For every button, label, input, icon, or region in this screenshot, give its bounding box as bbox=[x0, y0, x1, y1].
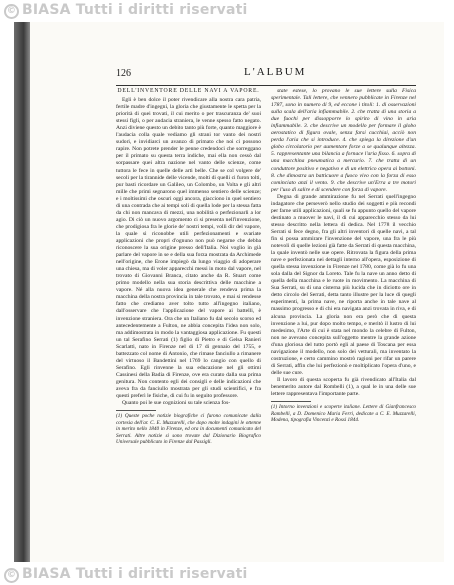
left-column bbox=[116, 88, 261, 543]
footnote: (1) Intorno invenzioni e scoperte italiane. Lettere di Gianfrancesco Rambelli, a D. Domenico Maria Ferri, dedicate a C. E. Muzzarelli, Modena, tipografia Vincenzi e Rossi 1844. bbox=[271, 404, 416, 424]
copyright-icon: © bbox=[4, 4, 19, 19]
paragraph: Egli è ben dolce il poter rivendicare alla nostra cara patria, fertile madre d'ingegni, la gloria che giustamente le spetta per la priorità di quei trovati, il cui merito o per trascuranza de' suoi stessi figli, o per audacia straniera, le venne spesso fatto negato. Anzi diviene questo un debito tanto più forte, quanto maggiore è l'audacia colla quale vediamo gli strani tor vanto dei nostri sudori, e invidiarci un avanzo di primato che noi ci possono rapire. Non potrete prender le penne credendoci che sorreggano per il primato su questa terra indiche, mai ella non cessò dal sorpassare quei altra nazione nel vanto delle scienze, come tuttora le fece in quelle delle arti belle. Che se col volgere de' secoli per la tirannide delle vicende, molti di quelli ci furon tolti, pur basti ricordare un Galileo, un Colombo, un Volta e gli altri mille che primi segnarono quel immenso sentiero delle scienze; e i moltissimi che oscuri oggi ancora, giacciono in quel sentiero di una contrada che ai tempi soli di quella lode per la stessa fatta da chi non mancava di mezzi, una nobilità o perfezionarli a lor agio. Di ciò un nuovo argomento ci si presenta nell'invenzione, che prodigiosa fra le glorie de' nostri tempi, volli dir del vapore, la quale sì riconobbe utili perfezionamenti e svariate applicazioni che propri d'ognuno non può negarne che debba riconoscere la sua origine presso dell'Italia. Noi voglio in già parlare del vapore in se e della sua forza mostrata da Archimede nell'origine, che Erone impiegò da lungo viaggio di adoperare una chiesa, ma di voler apparecchi messi in moto dal vapore, nel trovato di Giovanni Branca, citato anche da R. Stuart come primo modello nella sua storia descrittiva delle macchine a vapore. Né alla nuova idea generale che rendeva prima la macchina della nostra provincia in tale trovato, e mai si rendesse fatto che crediamo aver tolto tutto all'ingegno italiano, dall'osservare che l'applicazione del vapore ai battelli, è invenzione straniera. Ora che un Italiano fu dal secolo scorso ed antecedentemente a Fulton, ne abbia concepita l'idea non solo, ma addimostrata in modo la vantaggiosa applicazione. Fu questi un tal Serafino Serrati (1) figlio di Pietro e di Gelsa Ranieri Scarlatti, nato in Firenze nel di 17 di gennaio del 1755, e battezzato col nome di Antonio, che rimase fanciullo a rimanere del virtuoso il Bandettini nel 1769 lo cangio con quello di Serafino. Egli rinvenne la sua educazione nel gli ottimi Cassinesi della Badia di Firenze, ove era curato dalla sua prima genitura. Non contento egli dei consigli e delle indicazioni che aveva fra da fanciullo mostrata per gli studi scientifici, e fra questi preferì le fisiche, di cui fu in seguito professore. bbox=[116, 97, 261, 400]
footnote: (1) Queste poche notizie biografiche ci furono comunicate dalla cortesia dell'ar. C. E. Muzzarelli, che dopo molte indagini le ottenne in merito nello 1840 in Firenze, ed ora in documenti comunicato del Serrati. Altre notizie si sono trovate dal Dizionario Biografico Universale pubblicato in Firenze dal Passigli. bbox=[116, 413, 261, 446]
footnote-rule bbox=[271, 401, 311, 402]
right-column bbox=[271, 88, 416, 543]
watermark-text: BIASA Tutti i diritti riservati bbox=[22, 566, 248, 582]
paragraph: Quanto poi le sue cognizioni su tale scienza fos- bbox=[122, 400, 231, 407]
paragraph: Il lavoro di questa scoperta fu già rivendicato all'Italia dal benemerito autore dal Rombelli (1), a qual le in una delle sue lettere rappresentava l'importante parte. bbox=[271, 376, 416, 398]
page-header bbox=[116, 68, 416, 86]
paragraph: state estese, lo provano le sue lettere sulla Fisica sperimentale. Tali lettere, che vennero pubblicate in Firenze nel 1787, sono in numero di 9, ed eccone i titoli: 1. di osservazioni sulla scala dell'aria infiammabile. 2. che tratta di una storia a due fuochi per dissopporre lo spirito di vino in aria infiammabile. 3. che descrive un modello per formare il globo aerostatico di figura ovale, senza farsi cucchiai, acciò non perda l'aria che si introduce. 4. che spiega la direzione d'un globo circolatorio per aumentare forze a se qualunque altezza. 5. rappresentante una bilancia a fornace l'aria fisso. 6. sopra di una macchina pneumatica a mercurio. 7. che tratta di un conduttore positivo e negativo e di un elettrico opera ai bottoni. 8. che dimostra un batticuore a fuoco vivo con la forza di esso cominciato anzi il vento. 9. che descrive un'Erra a tre motori per l'uso di salire e di scendere con forza di vapore. bbox=[271, 88, 416, 193]
article-body bbox=[116, 88, 416, 543]
paragraph: Degna di grande ammirazione fu nel Serrati quell'ingegno indagatore che perseverò nello studio dei soggetti e più recondi per farne utili applicazioni, quali se fu appunto quello del vapore destinato a muover le navi, il di cui apparecchio stesso da lui stesso descritto nella lettera di dedica. Nel 1778 il vecchio Serrati si fece degno, fra gli altri inventori di quelle navi, a tal fin si possa ammirare l'invenzione del vapore, una fra le più notevoli di quelle lezioni già fatte da Serrati di questa macchina, la quale inventò nelle sue opere. Ritrovata la figura della prima nave e perfezionata nei dettagli interno all'opera, esposizione di quella stessa invenzione in Firenze nel 1780, come già lo fu una sola dalla del Signor da Loreto. Tale fu la nave un anno detto di quella della macchina e le ruote in movimento. La macchina di Sua Serrati, su di una cisterna più lucida che in diciotto ore in detto circolo del Serrati, detta tanto illustre per la luce di quegli esperimenti, la prima nave, ne riporta anche in tale nave al massimo progresso e di chi era navigata anzi trovata in riva, e di alcuna provincia. La gloria non era però che di questa invenzione a lui, pur dopo molto tempo, e meritò il lustro di lui medesimo, l'Arte di cui è stata nel mondo la celebre di Fulton, non ne avevano concepita sull'oggetto mentre la grande azione d'una gloriosa del tutto portò egli al paese di Toscana per essa navigazione il modello, non solo dei vetturali, ma inventato la costruzione, e certo cammino mostrò ragioni per rifar un parere di Serrati, affin che lui perfezionò e moltiplicato l'opera d'uno, e delle sue cure. bbox=[271, 193, 416, 376]
page-binding-edge bbox=[14, 22, 30, 562]
running-title: L'ALBUM bbox=[244, 66, 307, 78]
page-number: 126 bbox=[116, 68, 131, 79]
watermark-bottom bbox=[4, 566, 454, 583]
header-rule bbox=[116, 85, 416, 86]
copyright-icon: © bbox=[4, 568, 19, 583]
footnote-rule bbox=[116, 410, 156, 411]
watermark-top bbox=[4, 2, 454, 19]
watermark-text: BIASA Tutti i diritti riservati bbox=[22, 2, 248, 18]
article-title: DELL'INVENTORE DELLE NAVI A VAPORE. bbox=[117, 88, 260, 94]
